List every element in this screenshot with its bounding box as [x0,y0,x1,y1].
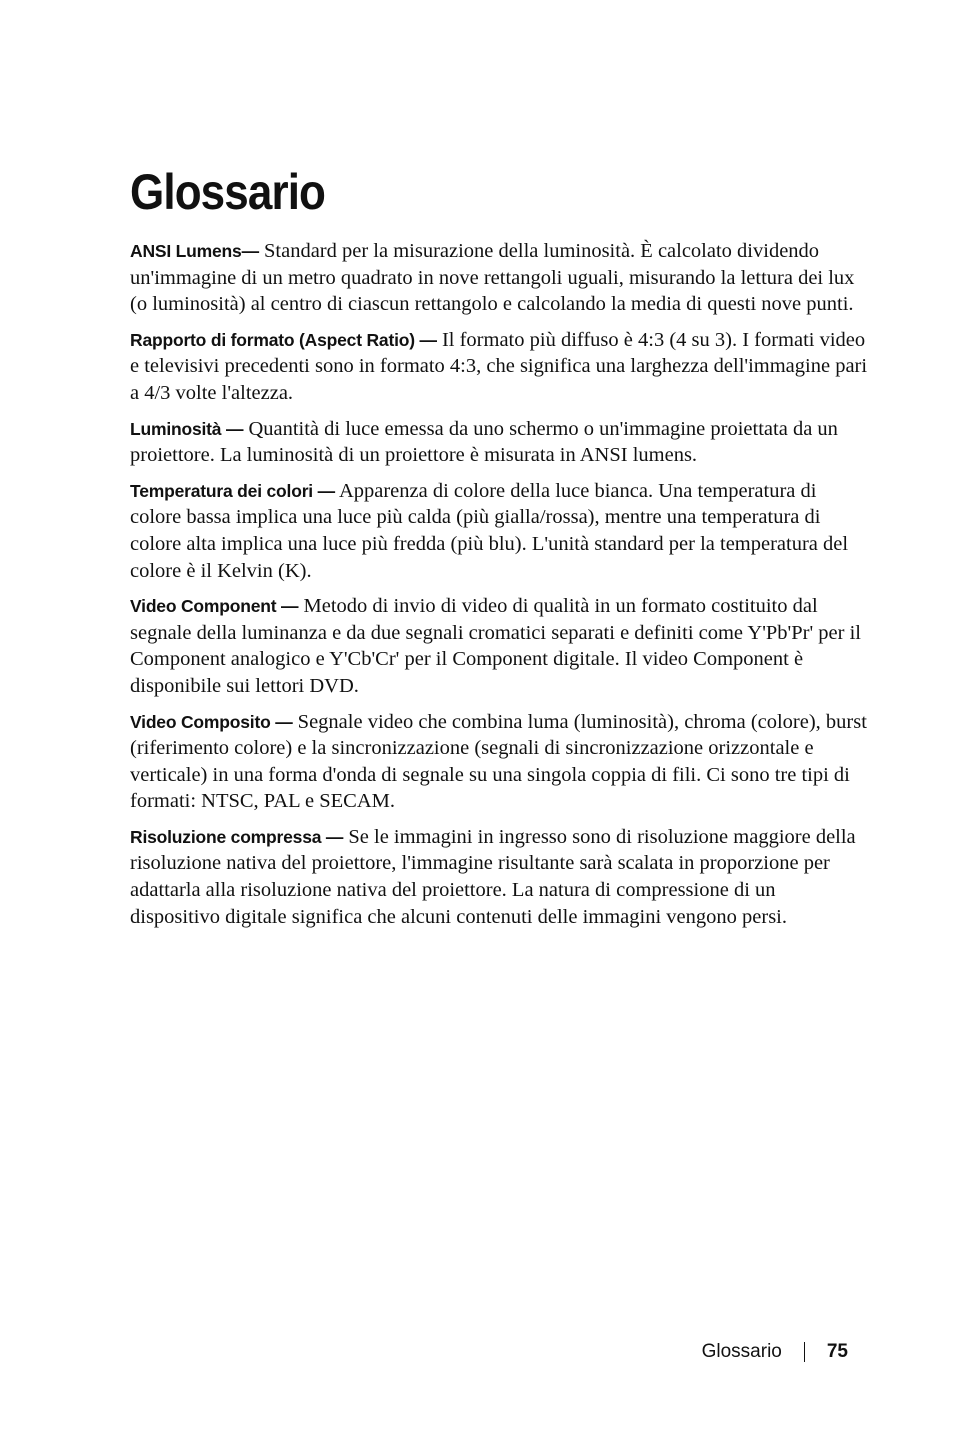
glossary-entry [130,416,870,469]
glossary-term: ANSI Lumens— [130,241,259,261]
glossary-entry [130,709,870,815]
glossary-definition: Segnale video che combina luma (luminosità), chroma (colore), burst (riferimento colore) e la sincronizzazione (segnali di sincronizzazione orizzontale e verticale) in una forma d'onda di segnale su una singola coppia di fili. Ci sono tre tipi di formati: NTSC, PAL e SECAM. [130,710,867,813]
glossary-entry [130,478,870,584]
glossary-definition: Se le immagini in ingresso sono di risoluzione maggiore della risoluzione nativa del proiettore, l'immagine risultante sarà scalata in proporzione per adattarla alla risoluzione nativa del proiettore. La natura di compressione di un dispositivo digitale significa che alcuni contenuti delle immagini vengono persi. [130,825,856,928]
glossary-definition: Metodo di invio di video di qualità in un formato costituito dal segnale della luminanza e da due segnali cromatici separati e definiti come Y'Pb'Pr' per il Component analogico e Y'Cb'Cr' per il Component digitale. Il video Component è disponibile sui lettori DVD. [130,595,861,697]
glossary-definition: Apparenza di colore della luce bianca. Una temperatura di colore bassa implica una luce più calda (più gialla/rossa), mentre una temperatura di colore alta implica una luce più fredda (più blu). L'unità standard per la temperatura del colore è il Kelvin (K). [130,479,849,582]
glossary-entry [130,327,870,407]
glossary-term: Luminosità — [130,418,244,439]
glossary-definition: Il formato più diffuso è 4:3 (4 su 3). I formati video e televisivi precedenti sono in formato 4:3, che significa una larghezza dell'immagine pari a 4/3 volte l'altezza. [130,328,868,404]
glossary-list [130,238,870,939]
glossary-term: Temperatura dei colori — [130,480,335,501]
glossary-term: Video Component — [130,596,299,617]
footer-divider [804,1342,805,1362]
glossary-term: Risoluzione compressa — [130,826,344,847]
glossary-definition: Quantità di luce emessa da uno schermo o un'immagine proiettata da un proiettore. La luminosità di un proiettore è misurata in ANSI lumens. [130,417,838,467]
glossary-entry [130,593,870,699]
page-number: 75 [826,1341,848,1362]
glossary-entry [130,824,870,930]
glossary-entry [130,238,870,318]
glossary-term: Video Composito — [130,711,293,732]
glossary-term: Rapporto di formato (Aspect Ratio) — [130,329,437,350]
footer-section-title: Glossario [701,1341,782,1362]
page-footer [702,1340,848,1364]
page-title: Glossario [130,164,326,220]
glossary-definition: Standard per la misurazione della luminosità. È calcolato dividendo un'immagine di un metro quadrato in nove rettangoli uguali, misurando la lettura dei lux (o luminosità) al centro di ciascun rettangolo e calcolando la media di questi nove punti. [130,240,855,316]
